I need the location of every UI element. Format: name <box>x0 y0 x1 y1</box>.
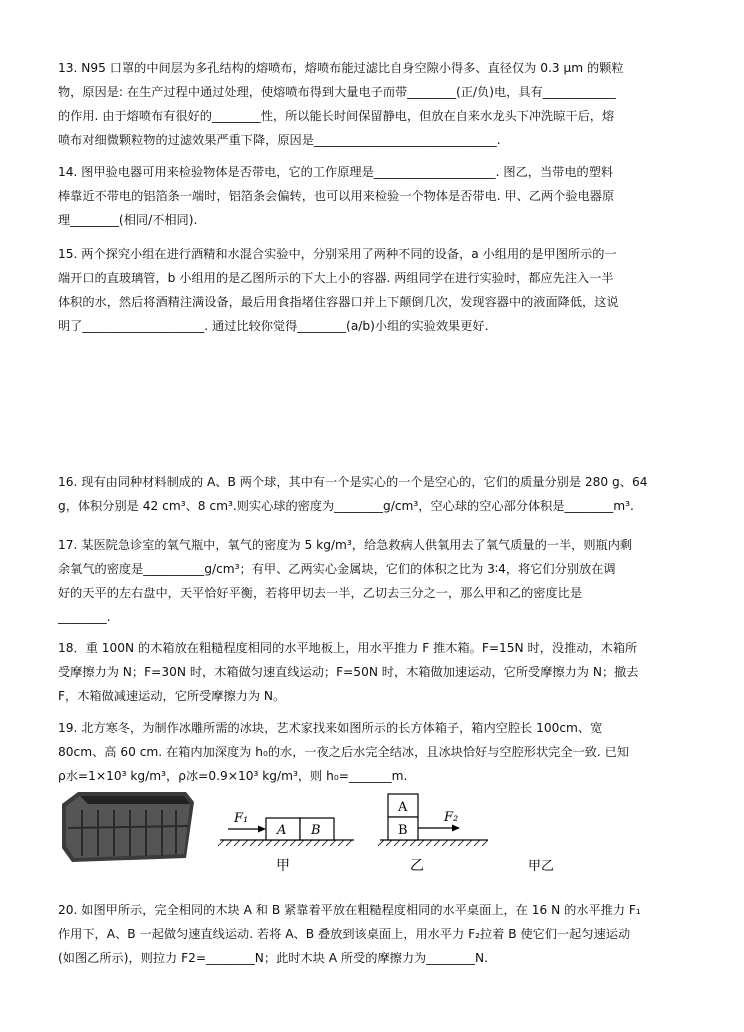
question-18-line: 18．重 100N 的木箱放在粗糙程度相同的水平地板上，用水平推力 F 推木箱。F=15N 时，没推动，木箱所 <box>58 641 638 655</box>
yi-block-b-label: B <box>398 823 408 838</box>
question-16-line: g，体积分别是 42 cm³、8 cm³.则实心球的密度为________g/cm³，空心球的空心部分体积是________m³. <box>58 499 634 513</box>
question-13-line: 物，原因是: 在生产过程中通过处理，使熔喷布得到大量电子而带________(正/负)电，具有____________ <box>58 85 616 99</box>
question-15-line: 端开口的直玻璃管，b 小组用的是乙图所示的下大上小的容器. 两组同学在进行实验时，都应先注入一半 <box>58 271 614 285</box>
arrow-head-icon <box>452 825 460 832</box>
arrow-head-icon <box>258 826 266 833</box>
question-16 <box>58 470 700 518</box>
question-17-line: ________. <box>58 610 111 624</box>
question-14-line: 理________(相同/不相同). <box>58 213 198 227</box>
yi-force-label: F₂ <box>444 810 459 825</box>
crate-illustration <box>62 792 194 862</box>
jia-block-a-label: A <box>277 823 287 838</box>
figure-yi <box>378 794 488 874</box>
question-15-line: 明了____________________. 通过比较你觉得________(a/b)小组的实验效果更好. <box>58 319 489 333</box>
question-15-line: 15. 两个探究小组在进行酒精和水混合实验中，分别采用了两种不同的设备，a 小组用的是甲图所示的一 <box>58 247 617 261</box>
jia-caption: 甲 <box>276 858 290 874</box>
figures-row <box>58 788 700 878</box>
question-19-line: 19. 北方寒冬，为制作冰雕所需的冰块，艺术家找来如图所示的长方体箱子，箱内空腔长 100cm、宽 <box>58 721 603 735</box>
question-14 <box>58 160 700 232</box>
question-18 <box>58 636 700 708</box>
question-20 <box>58 898 700 970</box>
figures-svg <box>58 788 700 878</box>
question-13-line: 喷布对细微颗粒物的过滤效果严重下降，原因是______________________________. <box>58 133 501 147</box>
question-16-line: 16. 现有由同种材料制成的 A、B 两个球，其中有一个是实心的一个是空心的，它们的质量分别是 280 g、64 <box>58 475 648 489</box>
yi-caption: 乙 <box>410 858 424 874</box>
question-20-line: (如图乙所示)，则拉力 F2=________N；此时木块 A 所受的摩擦力为________N. <box>58 951 488 965</box>
question-15 <box>58 242 700 338</box>
question-17-line: 好的天平的左右盘中，天平恰好平衡，若将甲切去一半，乙切去三分之一，那么甲和乙的密度比是 <box>58 586 583 600</box>
yi-block-a-label: A <box>398 800 408 815</box>
question-20-line: 20. 如图甲所示，完全相同的木块 A 和 B 紧靠着平放在粗糙程度相同的水平桌面上，在 16 N 的水平推力 F₁ <box>58 903 641 917</box>
question-18-line: F，木箱做减速运动，它所受摩擦力为 N。 <box>58 689 286 703</box>
question-19 <box>58 716 700 788</box>
question-14-line: 14. 图甲验电器可用来检验物体是否带电，它的工作原理是____________________. 图乙，当带电的塑料 <box>58 165 614 179</box>
question-14-line: 棒靠近不带电的铝箔条一端时，铝箔条会偏转，也可以用来检验一个物体是否带电. 甲、乙两个验电器原 <box>58 189 615 203</box>
question-20-line: 作用下，A、B 一起做匀速直线运动. 若将 A、B 叠放到该桌面上，用水平力 F₂拉着 B 使它们一起匀速运动 <box>58 927 631 941</box>
question-17 <box>58 533 700 629</box>
extra-caption: 甲乙 <box>528 859 555 874</box>
figure-jia <box>218 811 354 874</box>
question-13 <box>58 56 700 152</box>
question-17-line: 17. 某医院急诊室的氧气瓶中，氧气的密度为 5 kg/m³，给急救病人供氧用去了氧气质量的一半，则瓶内剩 <box>58 538 633 552</box>
jia-block-b-label: B <box>311 823 321 838</box>
question-13-line: 的作用. 由于熔喷布有很好的________性，所以能长时间保留静电，但放在自来水龙头下冲洗晾干后，熔 <box>58 109 615 123</box>
jia-force-label: F₁ <box>234 811 249 826</box>
question-15-line: 体积的水，然后将酒精注满设备，最后用食指堵住容器口并上下颠倒几次，发现容器中的液面降低，这说 <box>58 295 619 309</box>
question-13-line: 13. N95 口罩的中间层为多孔结构的熔喷布，熔喷布能过滤比自身空隙小得多、直径仅为 0.3 μm 的颗粒 <box>58 61 624 75</box>
question-18-line: 受摩擦力为 N；F=30N 时，木箱做匀速直线运动；F=50N 时，木箱做加速运动，它所受摩擦力为 N；撤去 <box>58 665 639 679</box>
question-17-line: 余氧气的密度是__________g/cm³；有甲、乙两实心金属块，它们的体积之比为 3∶4，将它们分别放在调 <box>58 562 616 576</box>
question-19-line: 80cm、高 60 cm. 在箱内加深度为 h₀的水，一夜之后水完全结冰，且冰块恰好与空腔形状完全一致. 已知 <box>58 745 630 759</box>
question-19-line: ρ水=1×10³ kg/m³，ρ冰=0.9×10³ kg/m³，则 h₀=_______m. <box>58 769 408 783</box>
